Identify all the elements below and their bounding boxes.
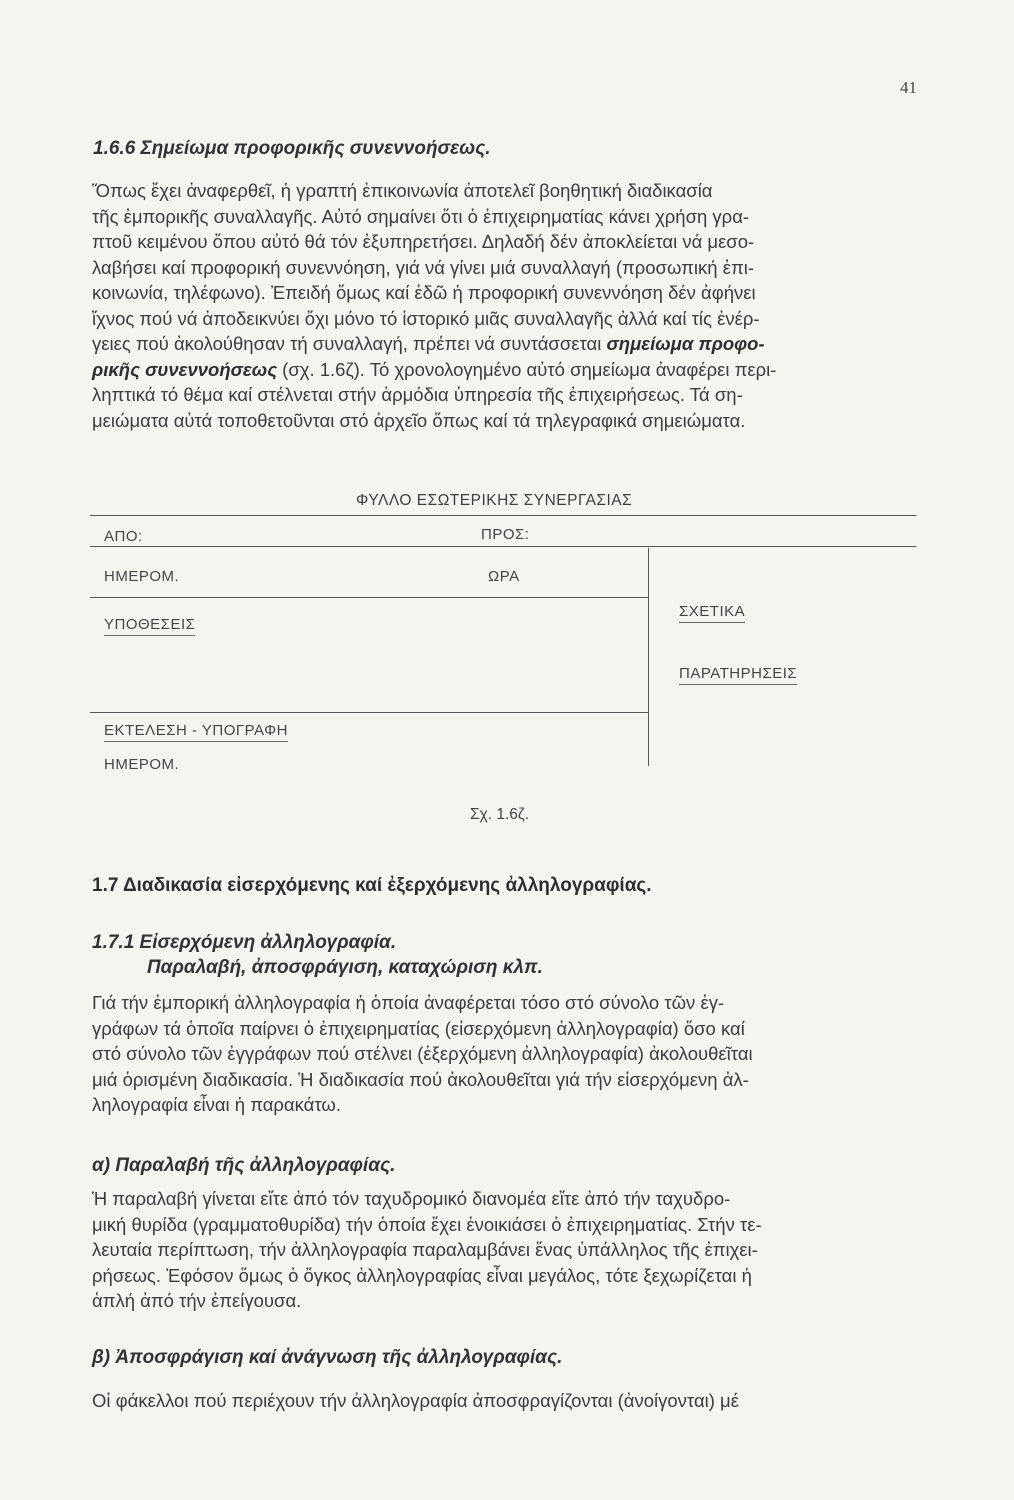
- form-label-from: ΑΠΟ:: [104, 528, 143, 545]
- emphasis-term: ρικῆς συνεννοήσεως: [92, 358, 278, 380]
- text-line: ἴχνος πού νά ἀποδεικνύει ὄχι μόνο τό ἱστορικό μιᾶς συναλλαγῆς ἀλλά καί τίς ἐνέρ-: [92, 307, 760, 329]
- text-line: μική θυρίδα (γραμματοθυρίδα) τήν ὁποία ἔχει ἐνοικιάσει ὁ ἐπιχειρηματίας. Στήν τε-: [92, 1213, 762, 1235]
- form-label-remarks: [679, 665, 797, 682]
- text-line: Ἡ παραλαβή γίνεται εἴτε ἀπό τόν ταχυδρομικό διανομέα εἴτε ἀπό τήν ταχυδρο-: [92, 1188, 731, 1209]
- figure-caption: Σχ. 1.6ζ.: [470, 806, 530, 823]
- page-number: 41: [900, 78, 917, 97]
- text-fragment: γειες πού ἀκολούθησαν τή συναλλαγή, πρέπει νά συντάσσεται: [92, 333, 602, 354]
- text-line: ληπτικά τό θέμα καί στέλνεται στήν ἁρμόδια ὑπηρεσία τῆς ἐπιχειρήσεως. Τά ση-: [92, 384, 743, 405]
- form-label-to: ΠΡΟΣ:: [481, 526, 530, 543]
- text-line: λαβήσει καί προφορική συνεννόηση, γιά νά γίνει μιά συναλλαγή (προσωπική ἐπι-: [92, 256, 754, 278]
- text-line: Γιά τήν ἐμπορική ἀλληλογραφία ἡ ὁποία ἀναφέρεται τόσο στό σύνολο τῶν ἐγ-: [92, 992, 725, 1013]
- section-heading-1-7: 1.7 Διαδικασία εἰσερχόμενης καί ἐξερχόμενης ἀλληλογραφίας.: [92, 875, 652, 896]
- text-line: Ὅπως ἔχει ἀναφερθεῖ, ἡ γραπτή ἐπικοινωνία ἀποτελεῖ βοηθητική διαδικασία: [92, 180, 713, 201]
- text-line: κοινωνία, τηλέφωνο). Ἐπειδή ὅμως καί ἐδῶ ἡ προφορική συνεννόηση δέν ἀφήνει: [92, 282, 756, 303]
- text-line: [92, 357, 922, 383]
- text-line: γράφων τά ὁποῖα παίρνει ὁ ἐπιχειρηματίας (εἰσερχόμενη ἀλληλογραφία) ὅσο καί: [92, 1017, 745, 1039]
- form-rule: [90, 597, 648, 598]
- text-line: [92, 331, 922, 357]
- form-label-related: [679, 603, 745, 620]
- text-line: ἁπλή ἀπό τήν ἐπείγουσα.: [92, 1290, 302, 1311]
- paragraph-receipt: [92, 1186, 932, 1314]
- form-rule: [90, 546, 916, 547]
- text-line: στό σύνολο τῶν ἐγγράφων πού στέλνει (ἐξερχόμενη ἀλληλογραφία) ἀκολουθεῖται: [92, 1043, 753, 1064]
- text-line: μειώματα αὐτά τοποθετοῦνται στό ἀρχεῖο ὅπως καί τά τηλεγραφικά σημειώματα.: [92, 409, 746, 431]
- text-line: ληλογραφία εἶναι ἡ παρακάτω.: [92, 1094, 341, 1115]
- section-heading-a: α) Παραλαβή τῆς ἀλληλογραφίας.: [92, 1155, 396, 1176]
- form-label-subjects-text: ΥΠΟΘΕΣΕΙΣ: [104, 616, 195, 636]
- form-label-related-text: ΣΧΕΤΙΚΑ: [679, 603, 745, 623]
- form-rule: [90, 712, 648, 713]
- form-label-date: ΗΜΕΡΟΜ.: [104, 568, 180, 585]
- form-divider: [648, 548, 649, 766]
- paragraph-correspondence-procedure: [92, 990, 932, 1118]
- form-rule: [90, 515, 916, 516]
- text-line: πτοῦ κειμένου ὅπου αὐτό θά τόν ἐξυπηρετήσει. Δηλαδή δέν ἀποκλείεται νά μεσο-: [92, 231, 755, 252]
- paragraph-unsealing: [92, 1388, 952, 1414]
- section-heading-1-6-6: 1.6.6 Σημείωμα προφορικῆς συνεννοήσεως.: [93, 138, 491, 159]
- section-subheading-receipt: Παραλαβή, ἀποσφράγιση, καταχώριση κλπ.: [147, 957, 543, 978]
- form-label-date-2: ΗΜΕΡΟΜ.: [104, 756, 180, 773]
- text-line: Οἱ φάκελλοι πού περιέχουν τήν ἀλληλογραφία ἀποσφραγίζονται (ἀνοίγονται) μέ: [92, 1390, 739, 1411]
- form-title: ΦΥΛΛΟ ΕΣΩΤΕΡΙΚΗΣ ΣΥΝΕΡΓΑΣΙΑΣ: [356, 492, 633, 509]
- form-label-subjects: [104, 616, 195, 633]
- section-heading-b: β) Ἀποσφράγιση καί ἀνάγνωση τῆς ἀλληλογραφίας.: [92, 1347, 563, 1368]
- text-line: μιά ὁρισμένη διαδικασία. Ἡ διαδικασία πού ἀκολουθεῖται γιά τήν εἰσερχόμενη ἀλ-: [92, 1068, 749, 1090]
- emphasis-term: σημείωμα προφο-: [606, 333, 765, 354]
- form-label-execution-signature-text: ΕΚΤΕΛΕΣΗ - ΥΠΟΓΡΑΦΗ: [104, 722, 288, 742]
- form-label-time: ΩΡΑ: [488, 568, 520, 585]
- text-fragment: (σχ. 1.6ζ). Τό χρονολογημένο αὐτό σημείωμα ἀναφέρει περι-: [277, 358, 777, 380]
- paragraph-oral-communication-note: [92, 178, 922, 433]
- text-line: τῆς ἐμπορικῆς συναλλαγῆς. Αὐτό σημαίνει ὅτι ὁ ἐπιχειρηματίας κάνει χρήση γρα-: [92, 205, 750, 227]
- text-line: λευταία περίπτωση, τήν ἀλληλογραφία παραλαμβάνει ἕνας ὑπάλληλος τῆς ἐπιχει-: [92, 1239, 758, 1260]
- text-line: ρήσεως. Ἐφόσον ὅμως ὁ ὄγκος ἀλληλογραφίας εἶναι μεγάλος, τότε ξεχωρίζεται ἡ: [92, 1264, 752, 1286]
- form-label-remarks-text: ΠΑΡΑΤΗΡΗΣΕΙΣ: [679, 665, 797, 685]
- form-label-execution-signature: [104, 722, 288, 739]
- section-heading-1-7-1: 1.7.1 Εἰσερχόμενη ἀλληλογραφία.: [92, 932, 397, 953]
